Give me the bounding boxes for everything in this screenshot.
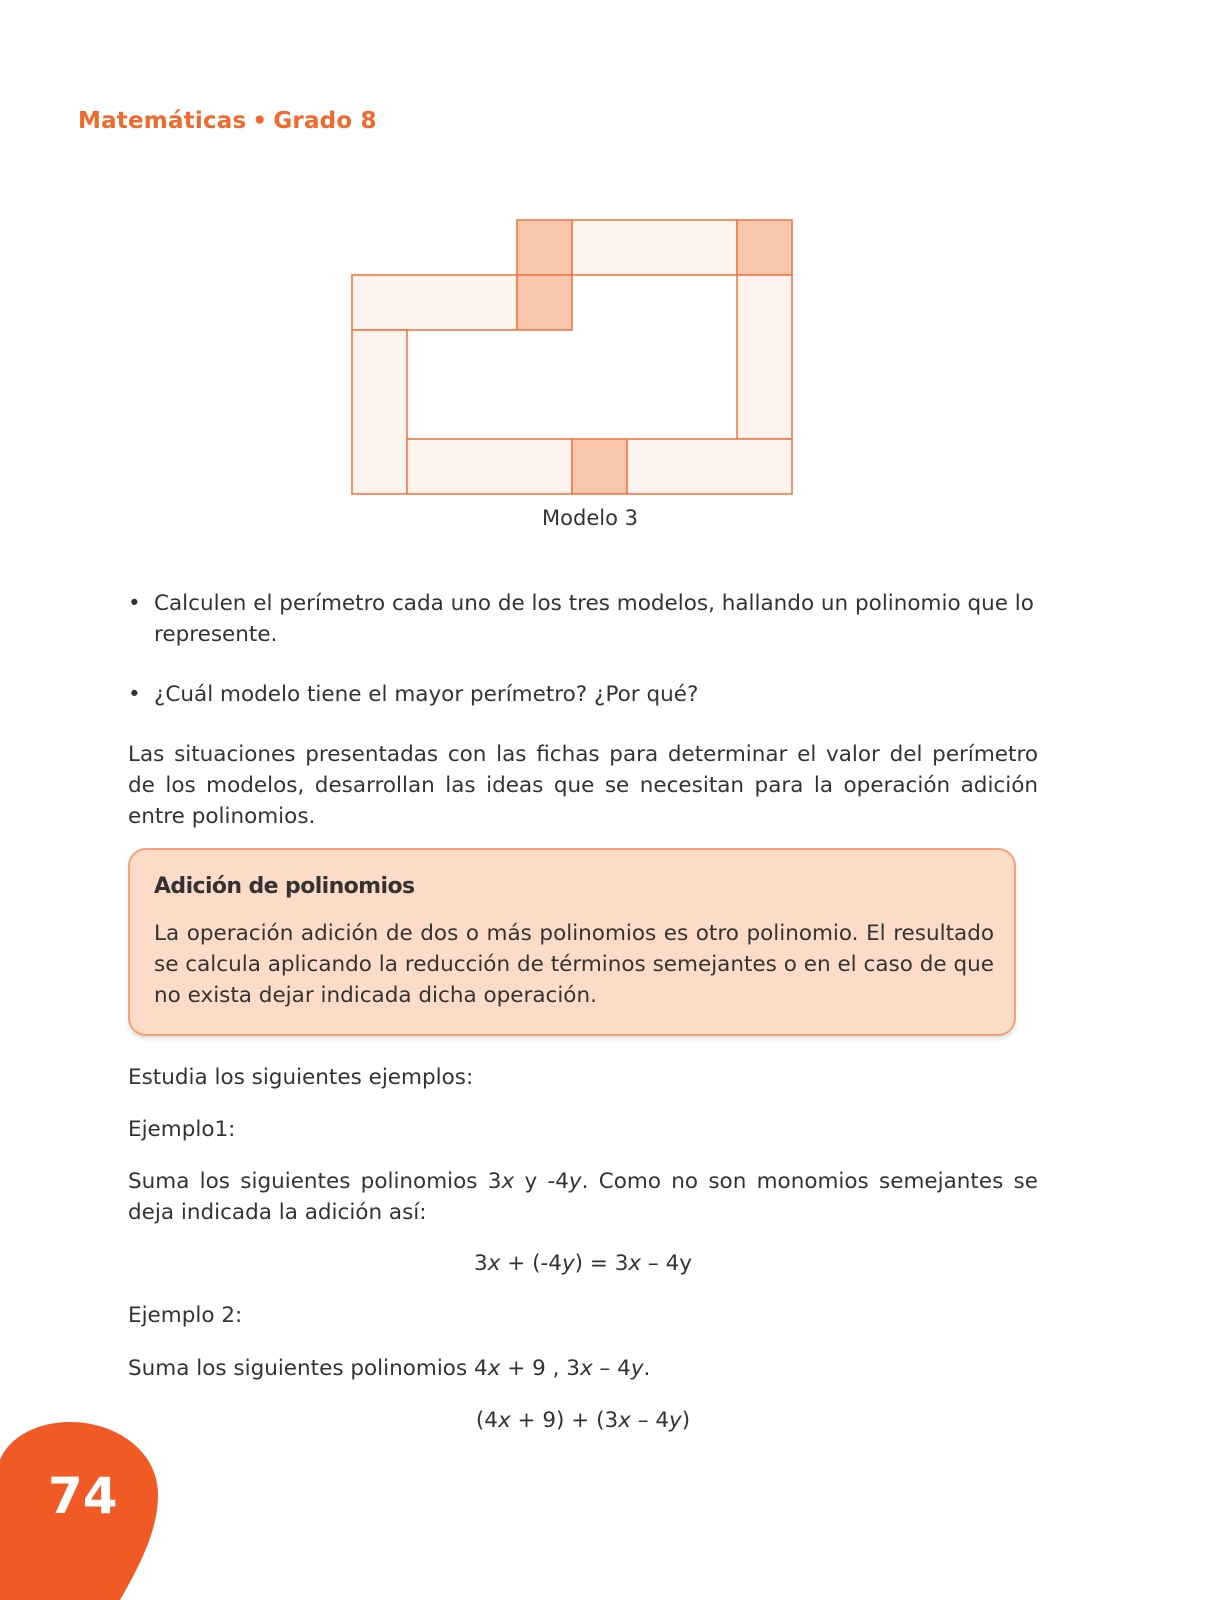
bullet-dot: • [128, 591, 141, 616]
definition-title: Adición de polinomios [154, 874, 415, 899]
tile-bar [352, 330, 407, 494]
model-3-figure [350, 218, 796, 498]
definition-body: La operación adición de dos o más polinomios es otro polinomio. El resultado se calcula aplicando la reducción de términos semejantes o en el caso de que no exista dejar indicada dicha operación. [154, 921, 994, 1008]
tile-bar [407, 439, 572, 494]
tile-square [572, 439, 627, 494]
eq-run: (4 [475, 1408, 498, 1433]
page-header [78, 108, 377, 134]
eq-run: – 4y [641, 1251, 692, 1276]
var-x: x [497, 1408, 511, 1433]
var-x: x [487, 1356, 501, 1381]
bullet-dot: • [128, 682, 141, 707]
var-x: x [618, 1408, 631, 1433]
var-y: y [630, 1356, 644, 1381]
eq-run: + 9) + (3 [510, 1408, 619, 1433]
figure-caption: Modelo 3 [542, 506, 638, 530]
eq-run: ) [681, 1408, 691, 1433]
tile-bar [352, 275, 517, 330]
var-x: x [628, 1251, 642, 1276]
definition-box [128, 848, 1016, 1036]
grade-label: Grado 8 [273, 108, 377, 134]
tile-square [737, 220, 792, 275]
eq-run: + (-4 [500, 1251, 562, 1276]
text-run: . Como no son monomios semejantes se deja indicada la adición así: [128, 1169, 1038, 1225]
var-x: x [579, 1356, 593, 1381]
text-run: – 4 [592, 1356, 631, 1381]
example2-text [128, 1353, 1038, 1384]
var-x: x [501, 1169, 515, 1194]
text-run: Suma los siguientes polinomios 3 [128, 1169, 502, 1194]
example2-equation [128, 1405, 1038, 1436]
var-x: x [487, 1251, 501, 1276]
intro-paragraph: Las situaciones presentadas con las fichas para determinar el valor del perímetro de los modelos, desarrollan las ideas que se necesitan para la operación adición entre polinomios. [128, 742, 1038, 829]
tile-square [517, 275, 572, 330]
page-number: 74 [48, 1467, 118, 1525]
bullet-item [128, 588, 1038, 650]
example1-text [128, 1166, 1038, 1228]
tile-diagram [350, 218, 796, 498]
header-separator: • [252, 108, 268, 134]
text-run: . [643, 1356, 651, 1381]
text-run: Suma los siguientes polinomios 4 [128, 1356, 488, 1381]
bullet-text: Calculen el perímetro cada uno de los tres modelos, hallando un polinomio que lo represente. [154, 591, 1034, 647]
eq-run: 3 [474, 1251, 488, 1276]
text-run: + 9 , 3 [500, 1356, 580, 1381]
bullet-text: ¿Cuál modelo tiene el mayor perímetro? ¿Por qué? [154, 682, 699, 707]
var-y: y [568, 1169, 582, 1194]
tile-bar [627, 439, 792, 494]
eq-run: – 4 [630, 1408, 670, 1433]
var-y: y [669, 1408, 682, 1433]
bullet-item [128, 679, 1038, 710]
example1-equation [128, 1248, 1038, 1279]
study-line: Estudia los siguientes ejemplos: [128, 1065, 474, 1090]
tile-bar [572, 220, 737, 275]
tile-square [517, 220, 572, 275]
example2-label: Ejemplo 2: [128, 1303, 243, 1328]
eq-run: ) = 3 [574, 1251, 629, 1276]
subject-label: Matemáticas [78, 108, 247, 134]
tile-bar [737, 275, 792, 439]
text-run: y -4 [514, 1169, 569, 1194]
example1-label: Ejemplo1: [128, 1117, 236, 1142]
var-y: y [561, 1251, 575, 1276]
